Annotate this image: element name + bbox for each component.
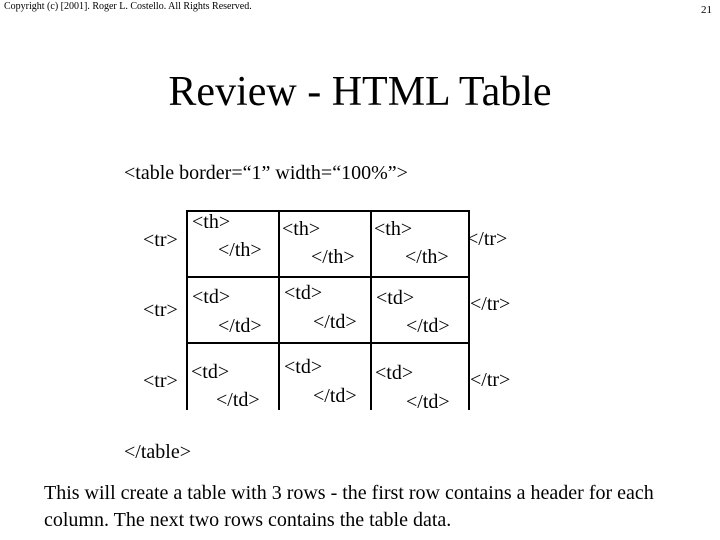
row-3-cell-2-close: </td> xyxy=(313,385,357,407)
slide-title: Review - HTML Table xyxy=(168,69,552,115)
row-2-cell-1-close: </td> xyxy=(218,315,262,337)
table-close-tag: </table> xyxy=(124,441,191,463)
row-1-cell-1-close: </th> xyxy=(218,239,262,261)
row-2-close-tag: </tr> xyxy=(470,293,511,315)
row-2-open-tag: <tr> xyxy=(143,299,178,321)
row-2-cell-2-open: <td> xyxy=(284,282,323,304)
row-2-cell-3-open: <td> xyxy=(376,287,415,309)
grid-row-divider-1 xyxy=(186,276,470,278)
row-1-close-tag: </tr> xyxy=(467,228,508,250)
row-3-cell-3-close: </td> xyxy=(406,391,450,413)
row-3-cell-3-open: <td> xyxy=(375,362,414,384)
row-1-cell-1-open: <th> xyxy=(192,211,231,233)
row-2-cell-3-close: </td> xyxy=(406,315,450,337)
row-3-cell-2-open: <td> xyxy=(284,356,323,378)
row-2-cell-1-open: <td> xyxy=(192,286,231,308)
grid-left-border xyxy=(186,210,188,410)
copyright-notice: Copyright (c) [2001]. Roger L. Costello. All Rights Reserved. xyxy=(4,1,252,12)
table-open-tag: <table border=“1” width=“100%”> xyxy=(124,162,408,184)
row-3-cell-1-close: </td> xyxy=(216,389,260,411)
grid-row-divider-2 xyxy=(186,342,470,344)
row-1-cell-2-close: </th> xyxy=(311,246,355,268)
slide-number: 21 xyxy=(701,4,712,16)
row-1-cell-3-open: <th> xyxy=(374,218,413,240)
row-2-cell-2-close: </td> xyxy=(313,311,357,333)
row-3-cell-1-open: <td> xyxy=(191,361,230,383)
grid-divider-1 xyxy=(278,210,280,410)
row-1-cell-2-open: <th> xyxy=(282,218,321,240)
row-3-close-tag: </tr> xyxy=(470,369,511,391)
row-1-cell-3-close: </th> xyxy=(405,246,449,268)
row-1-open-tag: <tr> xyxy=(143,229,178,251)
grid-divider-2 xyxy=(370,210,372,410)
row-3-open-tag: <tr> xyxy=(143,370,178,392)
description-paragraph: This will create a table with 3 rows - the first row contains a header for each column. The next two rows contains the table data. xyxy=(44,482,654,531)
